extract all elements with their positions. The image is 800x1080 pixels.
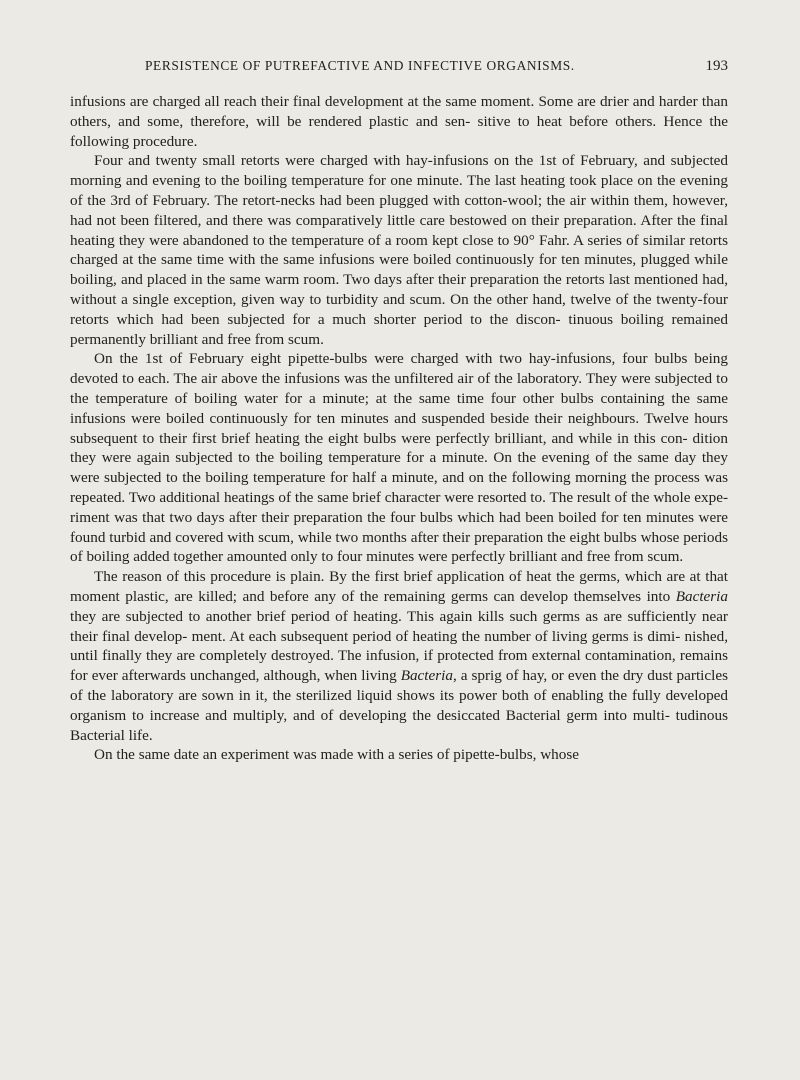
text-run: On the 1st of February eight pipette-bulbs were charged with two hay-infusions, four bulbs being devoted to each. The air above the infusions was the unfiltered air of the laboratory. They were subjected to the temperature of boiling water for a minute; at the same time four other bulbs containing the same infusions were boiled continuously for ten minutes and suspended beside their neighbours. Twelve hours subsequent to their first brief heating the eight bulbs were perfectly brilliant, and while in this con- dition they were again subjected to the boiling temperature for a minute. On the evening of the same day they were subjected to the boiling temperature for half a minute, and on the following morning the process was repeated. Two additional heatings of the same brief character were resorted to. The result of the whole expe- riment was that two days after their preparation the four bulbs which had been boiled for ten minutes were found turbid and covered with scum, while two months after their preparation the eight bulbs whose periods of boiling added together amounted only to four minutes were perfectly brilliant and free from scum. bbox=[70, 350, 728, 566]
running-title: PERSISTENCE OF PUTREFACTIVE AND INFECTIVE ORGANISMS. bbox=[145, 58, 575, 73]
paragraph-continued bbox=[70, 92, 728, 151]
body-text bbox=[70, 92, 728, 765]
paragraph-final-line bbox=[70, 745, 728, 765]
text-run: , a sprig of hay, or even the dry dust particles of the laboratory are sown in it, the sterilized liquid shows its power both of enabling the fully developed organism to increase and multiply, and of developing the desiccated Bacterial germ into multi- tudinous Bacterial life. bbox=[70, 667, 729, 744]
text-run: The reason of this procedure is plain. By the first brief application of heat the germs, which are at that moment plastic, are killed; and before any of the remaining germs can develop themselves into bbox=[70, 568, 728, 605]
text-run: On the same date an experiment was made with a series of pipette-bulbs, whose bbox=[94, 746, 580, 764]
italic-term: Bacteria bbox=[675, 587, 728, 605]
paragraph-pipette-bulb-experiment bbox=[70, 349, 728, 567]
running-head bbox=[70, 58, 728, 84]
text-run: Four and twenty small retorts were charged with hay-infusions on the 1st of February, and subjected morning and evening to the boiling temperature for one minute. The last heating took place on the evening of the 3rd of February. The retort-necks had been plugged with cotton-wool; the air within them, however, had not been filtered, and there was comparatively little care bestowed on their preparation. After the final heating they were abandoned to the temperature of a room kept close to 90° Fahr. A series of similar retorts charged at the same time with the same infusions were boiled continuously for ten minutes, plugged while boiling, and placed in the same warm room. Two days after their preparation the retorts last mentioned had, without a single exception, given way to turbidity and scum. On the other hand, twelve of the twenty-four retorts which had been subjected for a much shorter period to the discon- tinuous boiling remained permanently brilliant and free from scum. bbox=[70, 152, 728, 348]
text-run: they are subjected to another brief period of heating. This again kills such germs as are sufficiently near their final develop- ment. At each subsequent period of heating the number of living germs is dimi- nished, until finally they are completely destroyed. The infusion, if protected from external contamination, remains for ever afterwards unchanged, although, when living bbox=[70, 607, 728, 685]
paragraph-retort-experiment bbox=[70, 151, 728, 349]
text-run: infusions are charged all reach their final development at the same moment. Some are drier and harder than others, and some, therefore, will be rendered plastic and sen- sitive to heat before others. Hence the following procedure. bbox=[70, 93, 728, 150]
paragraph-procedure-reason bbox=[70, 567, 728, 745]
italic-term: Bacteria bbox=[400, 667, 453, 685]
page-number: 193 bbox=[705, 58, 728, 74]
